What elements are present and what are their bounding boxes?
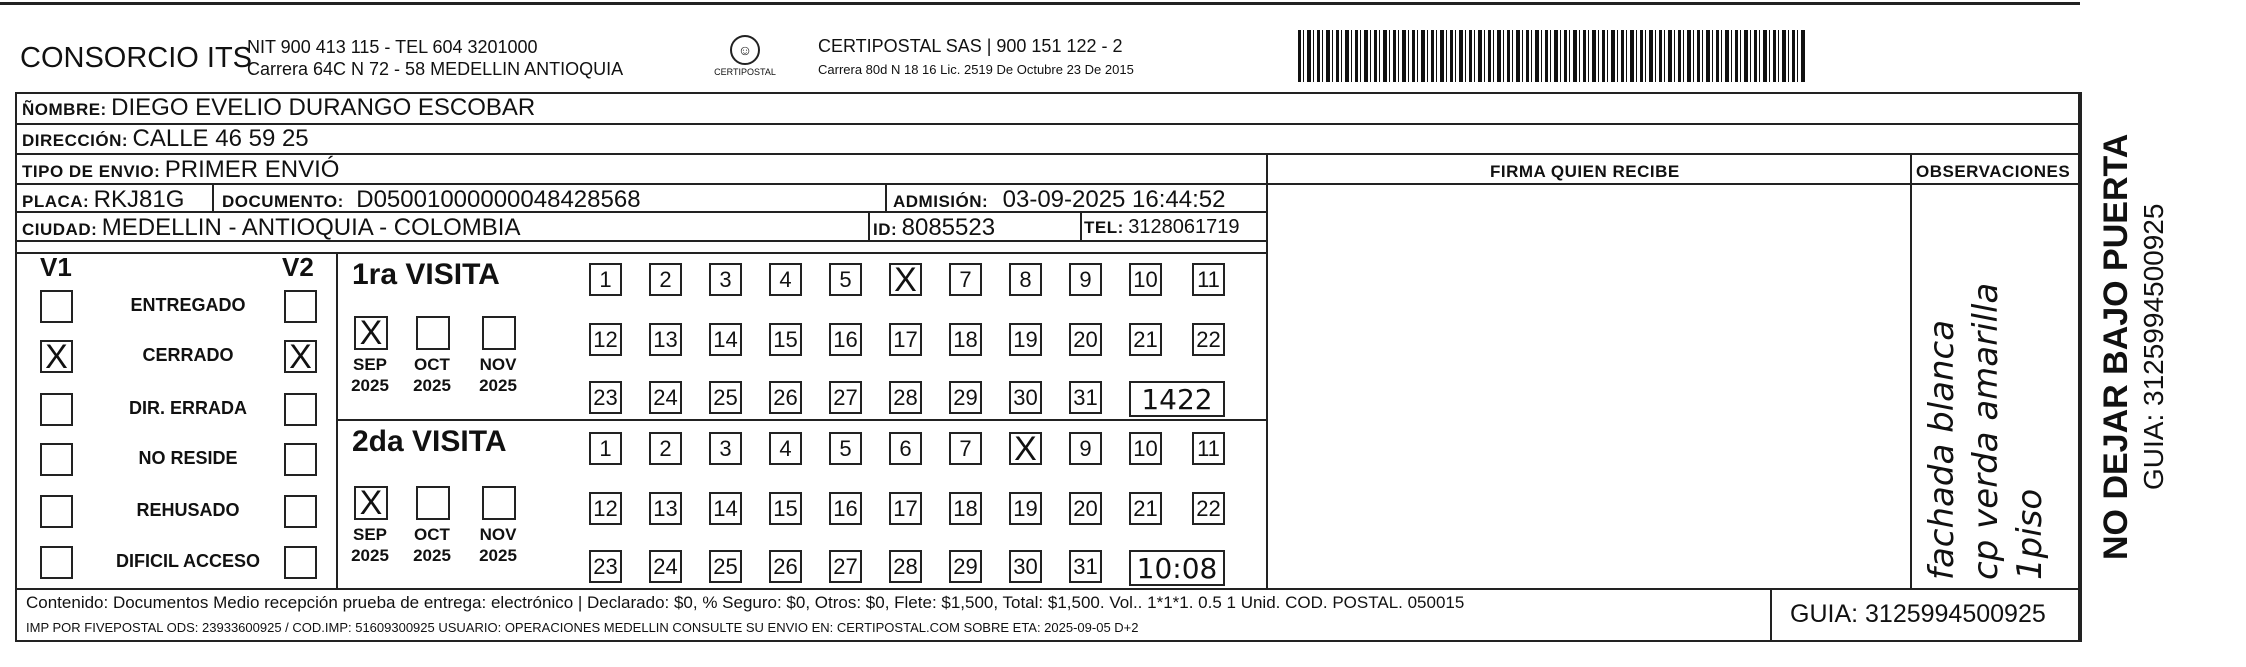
day-box[interactable]: 27	[829, 550, 862, 583]
observations-label: OBSERVACIONES	[1916, 162, 2071, 181]
v2-checkbox[interactable]	[284, 443, 317, 476]
day-box[interactable]: 31	[1069, 550, 1102, 583]
day-box[interactable]: 10	[1129, 432, 1162, 465]
month-checkbox[interactable]	[416, 316, 450, 350]
col-line	[1910, 153, 1912, 588]
certipostal-logo	[710, 35, 780, 87]
v1-checkbox[interactable]	[40, 393, 73, 426]
month-name: SEP	[352, 525, 388, 544]
document-cell	[222, 186, 641, 214]
day-box[interactable]: 29	[949, 550, 982, 583]
city-label: CIUDAD:	[22, 220, 98, 239]
col-line	[336, 252, 338, 588]
day-box[interactable]: 2	[649, 432, 682, 465]
month-year: 2025	[413, 546, 451, 565]
day-box[interactable]: 2	[649, 263, 682, 296]
address-value: CALLE 46 59 25	[132, 125, 309, 152]
col-line	[212, 183, 214, 212]
day-box[interactable]: 8	[1009, 263, 1042, 296]
day-box[interactable]: 16	[829, 323, 862, 356]
plate-value: RKJ81G	[93, 186, 185, 213]
v2-label: V2	[282, 252, 314, 282]
v2-checkbox[interactable]	[284, 393, 317, 426]
certipostal-line2: Carrera 80d N 18 16 Lic. 2519 De Octubre 23 De 2015	[818, 62, 1134, 77]
tel-cell	[1084, 216, 1239, 239]
month-checkbox[interactable]	[482, 486, 516, 520]
company-nit: NIT 900 413 115 - TEL 604 3201000	[247, 37, 538, 57]
day-box[interactable]: 22	[1192, 323, 1225, 356]
day-box[interactable]: 24	[649, 381, 682, 414]
day-box[interactable]: 16	[829, 492, 862, 525]
month-year: 2025	[413, 376, 451, 395]
row-line	[15, 123, 2080, 125]
v2-checkbox[interactable]: X	[284, 340, 317, 373]
footer-guia: GUIA: 3125994500925	[1790, 600, 2046, 628]
id-value: 8085523	[901, 214, 996, 241]
tel-label: TEL:	[1084, 218, 1124, 237]
row-line	[336, 419, 1266, 421]
send-type-label: TIPO DE ENVIO:	[22, 162, 161, 181]
day-box[interactable]: 5	[829, 432, 862, 465]
company-name: CONSORCIO ITS	[20, 42, 253, 74]
day-box[interactable]: 21	[1129, 323, 1162, 356]
city-value: MEDELLIN - ANTIOQUIA - COLOMBIA	[101, 214, 521, 241]
col-line	[2080, 92, 2082, 642]
day-box[interactable]: 28	[889, 550, 922, 583]
day-box[interactable]: 11	[1192, 432, 1225, 465]
id-cell	[873, 214, 995, 242]
month-label	[409, 354, 455, 396]
observation-line: fachada blanca	[1922, 319, 1962, 580]
month-name: NOV	[479, 525, 517, 544]
day-box[interactable]: 19	[1009, 323, 1042, 356]
day-box[interactable]: 26	[769, 550, 802, 583]
time-box[interactable]: 10:08	[1129, 550, 1225, 586]
day-box[interactable]: 9	[1069, 432, 1102, 465]
day-box[interactable]: 7	[949, 432, 982, 465]
v1-checkbox[interactable]	[40, 443, 73, 476]
name-label: ÑOMBRE:	[22, 100, 107, 119]
no-dejar-bajo-puerta: NO DEJAR BAJO PUERTA	[2097, 133, 2135, 560]
observation-line: cp verda amarilla	[1966, 282, 2006, 580]
day-box[interactable]: 6	[889, 432, 922, 465]
certipostal-line1: CERTIPOSTAL SAS | 900 151 122 - 2	[818, 36, 1123, 56]
plate-cell	[22, 186, 184, 214]
day-box[interactable]: 5	[829, 263, 862, 296]
day-box[interactable]: 20	[1069, 323, 1102, 356]
day-box[interactable]: 30	[1009, 550, 1042, 583]
document-label: DOCUMENTO:	[222, 192, 344, 211]
row-line	[15, 252, 1268, 254]
day-box[interactable]: 13	[649, 492, 682, 525]
day-box[interactable]: 3	[709, 263, 742, 296]
day-box[interactable]: 24	[649, 550, 682, 583]
month-year: 2025	[479, 546, 517, 565]
col-line	[1770, 588, 1772, 642]
day-box[interactable]: 1	[589, 263, 622, 296]
name-row	[22, 94, 535, 122]
observations-handwritten	[1920, 283, 2052, 580]
day-box[interactable]: 30	[1009, 381, 1042, 414]
day-box[interactable]: 22	[1192, 492, 1225, 525]
footer-imp: IMP POR FIVEPOSTAL ODS: 23933600925 / COD.IMP: 51609300925 USUARIO: OPERACIONES MEDELLIN CONSULTE SU ENVIO EN: CERTIPOSTAL.COM SOBRE ETA: 2025-09-05 D+2	[26, 620, 1139, 635]
day-box[interactable]: 7	[949, 263, 982, 296]
city-cell	[22, 214, 520, 242]
col-line	[868, 211, 870, 240]
month-name: SEP	[352, 355, 388, 374]
day-box[interactable]: 11	[1192, 263, 1225, 296]
status-label: ENTREGADO	[130, 295, 246, 315]
day-box[interactable]: 12	[589, 492, 622, 525]
document-value: D05001000000048428568	[356, 186, 641, 213]
day-box[interactable]: 26	[769, 381, 802, 414]
day-box[interactable]: 17	[889, 492, 922, 525]
day-box[interactable]: 3	[709, 432, 742, 465]
day-box[interactable]: 25	[709, 381, 742, 414]
company-info	[247, 36, 623, 80]
address-row	[22, 125, 309, 153]
day-box[interactable]: 14	[709, 323, 742, 356]
month-label	[409, 524, 455, 566]
day-box[interactable]: 23	[589, 550, 622, 583]
name-value: DIEGO EVELIO DURANGO ESCOBAR	[111, 94, 536, 121]
col-line	[1266, 153, 1268, 588]
day-box[interactable]: 15	[769, 492, 802, 525]
day-box[interactable]: 25	[709, 550, 742, 583]
day-box[interactable]: X	[889, 263, 922, 296]
day-box[interactable]: 4	[769, 263, 802, 296]
send-type-value: PRIMER ENVIÓ	[164, 156, 340, 183]
day-box[interactable]: 23	[589, 381, 622, 414]
signature-area[interactable]	[1269, 185, 1908, 586]
day-box[interactable]: 17	[889, 323, 922, 356]
admission-label: ADMISIÓN:	[893, 192, 989, 211]
plate-label: PLACA:	[22, 192, 90, 211]
day-box[interactable]: 15	[769, 323, 802, 356]
v1-checkbox[interactable]: X	[40, 340, 73, 373]
day-box[interactable]: 28	[889, 381, 922, 414]
day-box[interactable]: 20	[1069, 492, 1102, 525]
month-name: OCT	[414, 355, 450, 374]
day-box[interactable]: 9	[1069, 263, 1102, 296]
logo-icon: ☺	[730, 35, 760, 65]
v1-checkbox[interactable]	[40, 546, 73, 579]
month-label	[347, 524, 393, 566]
day-box[interactable]: 18	[949, 323, 982, 356]
day-box[interactable]: 18	[949, 492, 982, 525]
tel-value: 3128061719	[1128, 216, 1240, 238]
v1-checkbox[interactable]	[40, 290, 73, 323]
month-checkbox[interactable]: X	[354, 316, 388, 350]
month-name: NOV	[479, 355, 517, 374]
row-line	[15, 153, 2080, 155]
send-type-row	[22, 156, 339, 184]
month-year: 2025	[351, 376, 389, 395]
day-box[interactable]: 13	[649, 323, 682, 356]
status-label: NO RESIDE	[138, 448, 238, 468]
v1-label: V1	[40, 252, 72, 282]
month-name: OCT	[414, 525, 450, 544]
observation-line: 1piso	[2010, 488, 2050, 580]
day-box[interactable]: 12	[589, 323, 622, 356]
id-label: ID:	[873, 220, 898, 239]
admission-value: 03-09-2025 16:44:52	[1002, 186, 1226, 213]
logo-text: CERTIPOSTAL	[714, 67, 776, 77]
month-year: 2025	[351, 546, 389, 565]
barcode	[1298, 30, 1805, 82]
col-line	[1080, 211, 1082, 240]
day-box[interactable]: 10	[1129, 263, 1162, 296]
month-checkbox[interactable]: X	[354, 486, 388, 520]
top-border-line	[0, 2, 2080, 5]
address-label: DIRECCIÓN:	[22, 131, 129, 150]
day-box[interactable]: 14	[709, 492, 742, 525]
status-label: DIR. ERRADA	[128, 398, 247, 418]
time-box[interactable]: 1422	[1129, 381, 1225, 417]
day-box[interactable]: 4	[769, 432, 802, 465]
col-line	[885, 183, 887, 212]
day-box[interactable]: 19	[1009, 492, 1042, 525]
status-label: DIFICIL ACCESO	[115, 551, 260, 571]
visit1-title: 1ra VISITA	[352, 258, 500, 291]
admission-cell	[893, 186, 1225, 214]
day-box[interactable]: 27	[829, 381, 862, 414]
v2-checkbox[interactable]	[284, 290, 317, 323]
day-box[interactable]: 31	[1069, 381, 1102, 414]
day-box[interactable]: X	[1009, 432, 1042, 465]
month-label	[475, 524, 521, 566]
month-label	[475, 354, 521, 396]
day-box[interactable]: 29	[949, 381, 982, 414]
month-year: 2025	[479, 376, 517, 395]
side-guia: GUIA: 3125994500925	[2138, 203, 2169, 490]
footer-content: Contenido: Documentos Medio recepción prueba de entrega: electrónico | Declarado: $0, % Seguro: $0, Otros: $0, Flete: $1,500, Total: $1,500. Vol.. 1*1*1. 0.5 1 Unid. COD. POSTAL. 050015	[26, 593, 1465, 612]
v1-checkbox[interactable]	[40, 495, 73, 528]
day-box[interactable]: 21	[1129, 492, 1162, 525]
company-address: Carrera 64C N 72 - 58 MEDELLIN ANTIOQUIA	[247, 59, 624, 79]
v2-checkbox[interactable]	[284, 546, 317, 579]
day-box[interactable]: 1	[589, 432, 622, 465]
signature-label: FIRMA QUIEN RECIBE	[1490, 162, 1680, 181]
status-label: CERRADO	[142, 345, 234, 365]
status-label: REHUSADO	[136, 500, 240, 520]
visit2-title: 2da VISITA	[352, 425, 507, 458]
month-label	[347, 354, 393, 396]
v2-checkbox[interactable]	[284, 495, 317, 528]
month-checkbox[interactable]	[416, 486, 450, 520]
month-checkbox[interactable]	[482, 316, 516, 350]
